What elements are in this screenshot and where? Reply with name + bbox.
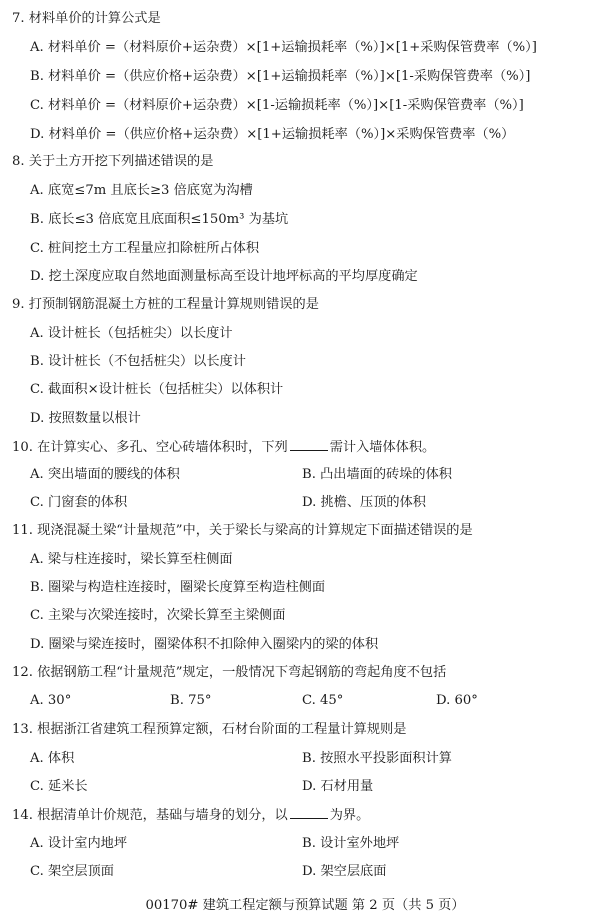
answer-blank — [290, 438, 328, 451]
question-10-option-a: A. 突出墙面的腰线的体积 — [30, 467, 180, 482]
question-8-option-b: B. 底长≤3 倍底宽且底面积≤150m³ 为基坑 — [30, 212, 289, 227]
question-11-stem: 11. 现浇混凝土梁“计量规范”中，关于梁长与梁高的计算规定下面描述错误的是 — [12, 523, 473, 538]
question-9-option-b: B. 设计桩长（不包括桩尖）以长度计 — [30, 354, 246, 369]
question-14-stem — [12, 806, 369, 825]
question-7-option-a: A. 材料单价 =（材料原价+运杂费）×[1+运输损耗率（%）]×[1+采购保管费率（%）] — [30, 40, 537, 55]
question-7-option-b: B. 材料单价 =（供应价格+运杂费）×[1+运输损耗率（%）]×[1-采购保管费率（%）] — [30, 69, 531, 84]
question-9-option-d: D. 按照数量以根计 — [30, 411, 141, 426]
question-10-stem-pre: 10. 在计算实心、多孔、空心砖墙体积时，下列 — [12, 440, 288, 455]
question-11-option-b: B. 圈梁与构造柱连接时，圈梁长度算至构造柱侧面 — [30, 580, 326, 595]
question-11-option-a: A. 梁与柱连接时，梁长算至柱侧面 — [30, 552, 233, 567]
question-14-stem-post: 为界。 — [329, 808, 370, 823]
question-7-option-d: D. 材料单价 =（供应价格+运杂费）×[1+运输损耗率（%）]×采购保管费率（%） — [30, 127, 515, 142]
question-13-option-d: D. 石材用量 — [302, 779, 374, 794]
question-12-option-d: D. 60° — [436, 693, 478, 708]
question-13-stem: 13. 根据浙江省建筑工程预算定额，石材台阶面的工程量计算规则是 — [12, 722, 407, 737]
question-7-stem: 7. 材料单价的计算公式是 — [12, 11, 161, 26]
question-14-option-a: A. 设计室内地坪 — [30, 836, 128, 851]
question-10-option-d: D. 挑檐、压顶的体积 — [302, 495, 426, 510]
question-13-option-b: B. 按照水平投影面积计算 — [302, 751, 452, 766]
question-11-option-d: D. 圈梁与梁连接时，圈梁体积不扣除伸入圈梁内的梁的体积 — [30, 637, 379, 652]
question-10-stem — [12, 438, 435, 457]
question-9-option-a: A. 设计桩长（包括桩尖）以长度计 — [30, 326, 233, 341]
question-14-option-c: C. 架空层顶面 — [30, 864, 114, 879]
question-10-stem-post: 需计入墙体体积。 — [329, 440, 436, 455]
question-10-option-b: B. 凸出墙面的砖垛的体积 — [302, 467, 452, 482]
answer-blank — [290, 806, 328, 819]
question-14-option-d: D. 架空层底面 — [302, 864, 387, 879]
question-9-stem: 9. 打预制钢筋混凝土方桩的工程量计算规则错误的是 — [12, 297, 319, 312]
question-8-stem: 8. 关于土方开挖下列描述错误的是 — [12, 154, 214, 169]
question-11-option-c: C. 主梁与次梁连接时，次梁长算至主梁侧面 — [30, 608, 286, 623]
question-9-option-c: C. 截面积×设计桩长（包括桩尖）以体积计 — [30, 382, 284, 397]
question-8-option-a: A. 底宽≤7m 且底长≥3 倍底宽为沟槽 — [30, 183, 253, 198]
question-8-option-d: D. 挖土深度应取自然地面测量标高至设计地坪标高的平均厚度确定 — [30, 269, 418, 284]
question-12-option-b: B. 75° — [170, 693, 212, 708]
question-13-option-c: C. 延米长 — [30, 779, 88, 794]
question-13-option-a: A. 体积 — [30, 751, 75, 766]
question-10-option-c: C. 门窗套的体积 — [30, 495, 128, 510]
question-7-option-c: C. 材料单价 =（材料原价+运杂费）×[1-运输损耗率（%）]×[1-采购保管费率（%）] — [30, 98, 524, 113]
question-14-option-b: B. 设计室外地坪 — [302, 836, 400, 851]
question-14-stem-pre: 14. 根据清单计价规范，基础与墙身的划分，以 — [12, 808, 288, 823]
question-12-option-c: C. 45° — [302, 693, 344, 708]
page-footer: 00170# 建筑工程定额与预算试题 第 2 页（共 5 页） — [145, 898, 465, 913]
question-12-option-a: A. 30° — [30, 693, 72, 708]
question-12-stem: 12. 依据钢筋工程“计量规范”规定，一般情况下弯起钢筋的弯起角度不包括 — [12, 665, 447, 680]
question-8-option-c: C. 桩间挖土方工程量应扣除桩所占体积 — [30, 241, 260, 256]
